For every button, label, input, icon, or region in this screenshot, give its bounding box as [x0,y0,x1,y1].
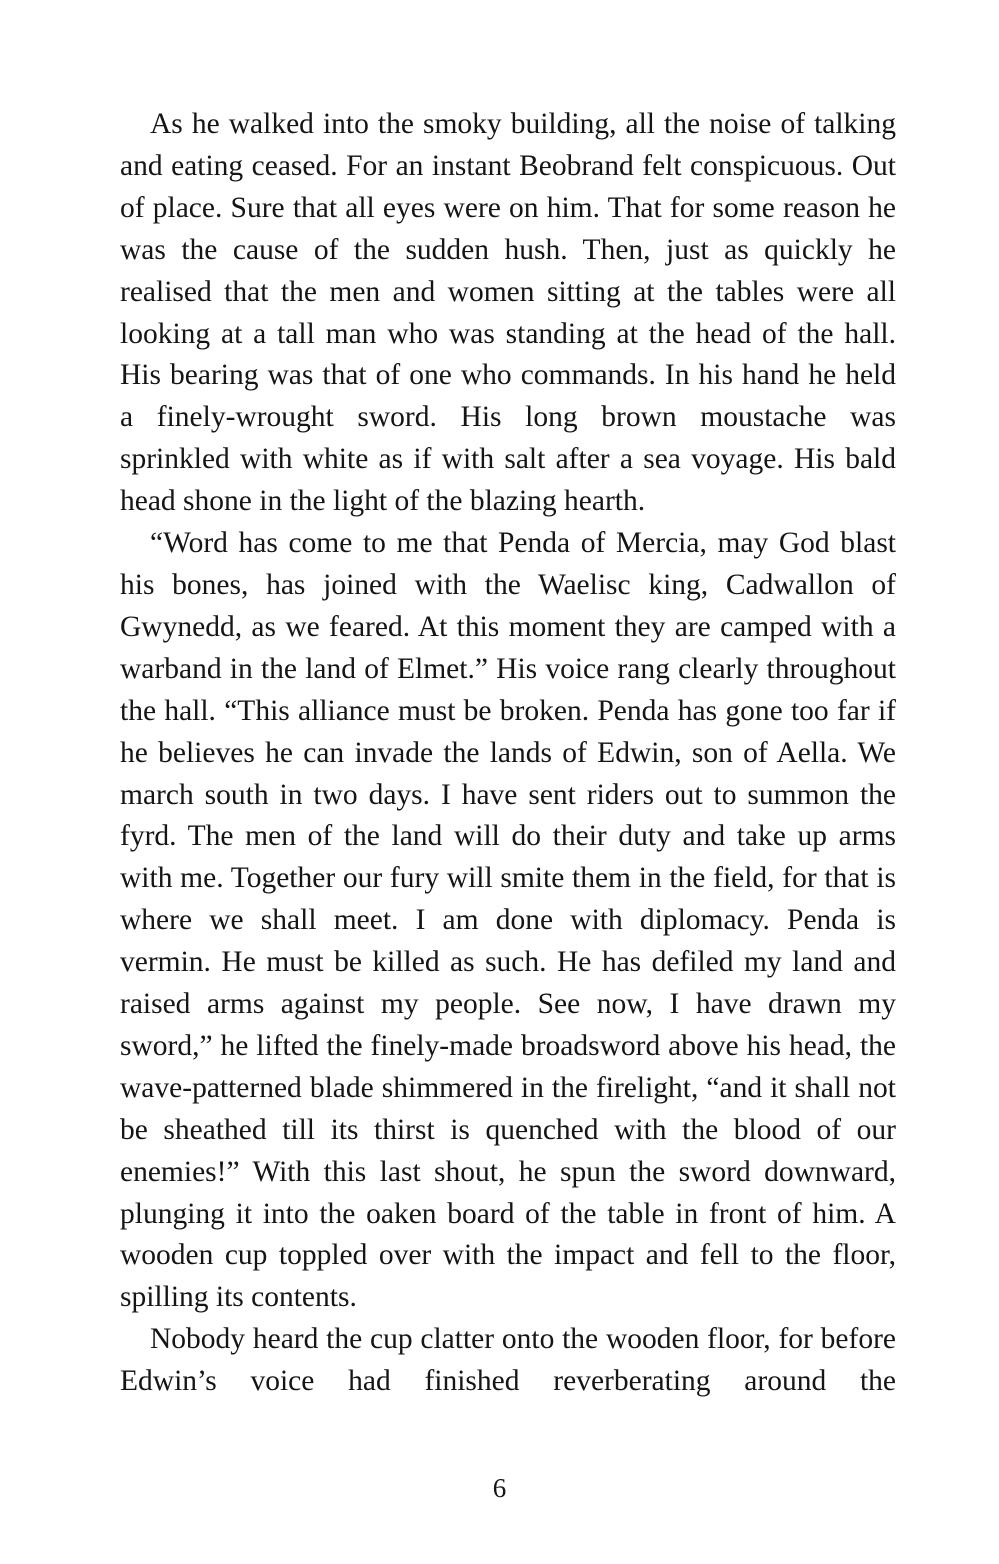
page-number: 6 [492,1473,507,1503]
paragraph-2: “Word has come to me that Penda of Mercia, may God blast his bones, has joined with the Waelisc king, Cadwallon of Gwynedd, as we feared. At this moment they are camped with a warband in the land of Elmet.” His voice rang clearly throughout the hall. “This alliance must be broken. Penda has gone too far if he believes he can invade the lands of Edwin, son of Aella. We march south in two days. I have sent riders out to summon the fyrd. The men of the land will do their duty and take up arms with me. Together our fury will smite them in the field, for that is where we shall meet. I am done with diplomacy. Penda is vermin. He must be killed as such. He has defiled my land and raised arms against my people. See now, I have drawn my sword,” he lifted the finely-made broadsword above his head, the wave-patterned blade shimmered in the firelight, “and it shall not be sheathed till its thirst is quenched with the blood of our enemies!” With this last shout, he spun the sword downward, plunging it into the oaken board of the table in front of him. A wooden cup toppled over with the impact and fell to the floor, spilling its contents. [120,527,896,1314]
body-text [120,104,896,1403]
paragraph-3: Nobody heard the cup clatter onto the wooden floor, for before Edwin’s voice had finished reverberating around the [120,1323,896,1398]
paragraph-1: As he walked into the smoky building, all the noise of talking and eating ceased. For an instant Beobrand felt conspicuous. Out of place. Sure that all eyes were on him. That for some reason he was the cause of the sudden hush. Then, just as quickly he realised that the men and women sitting at the tables were all looking at a tall man who was standing at the head of the hall. His bearing was that of one who commands. In his hand he held a finely-wrought sword. His long brown moustache was sprinkled with white as if with salt after a sea voyage. His bald head shone in the light of the blazing hearth. [120,108,896,518]
